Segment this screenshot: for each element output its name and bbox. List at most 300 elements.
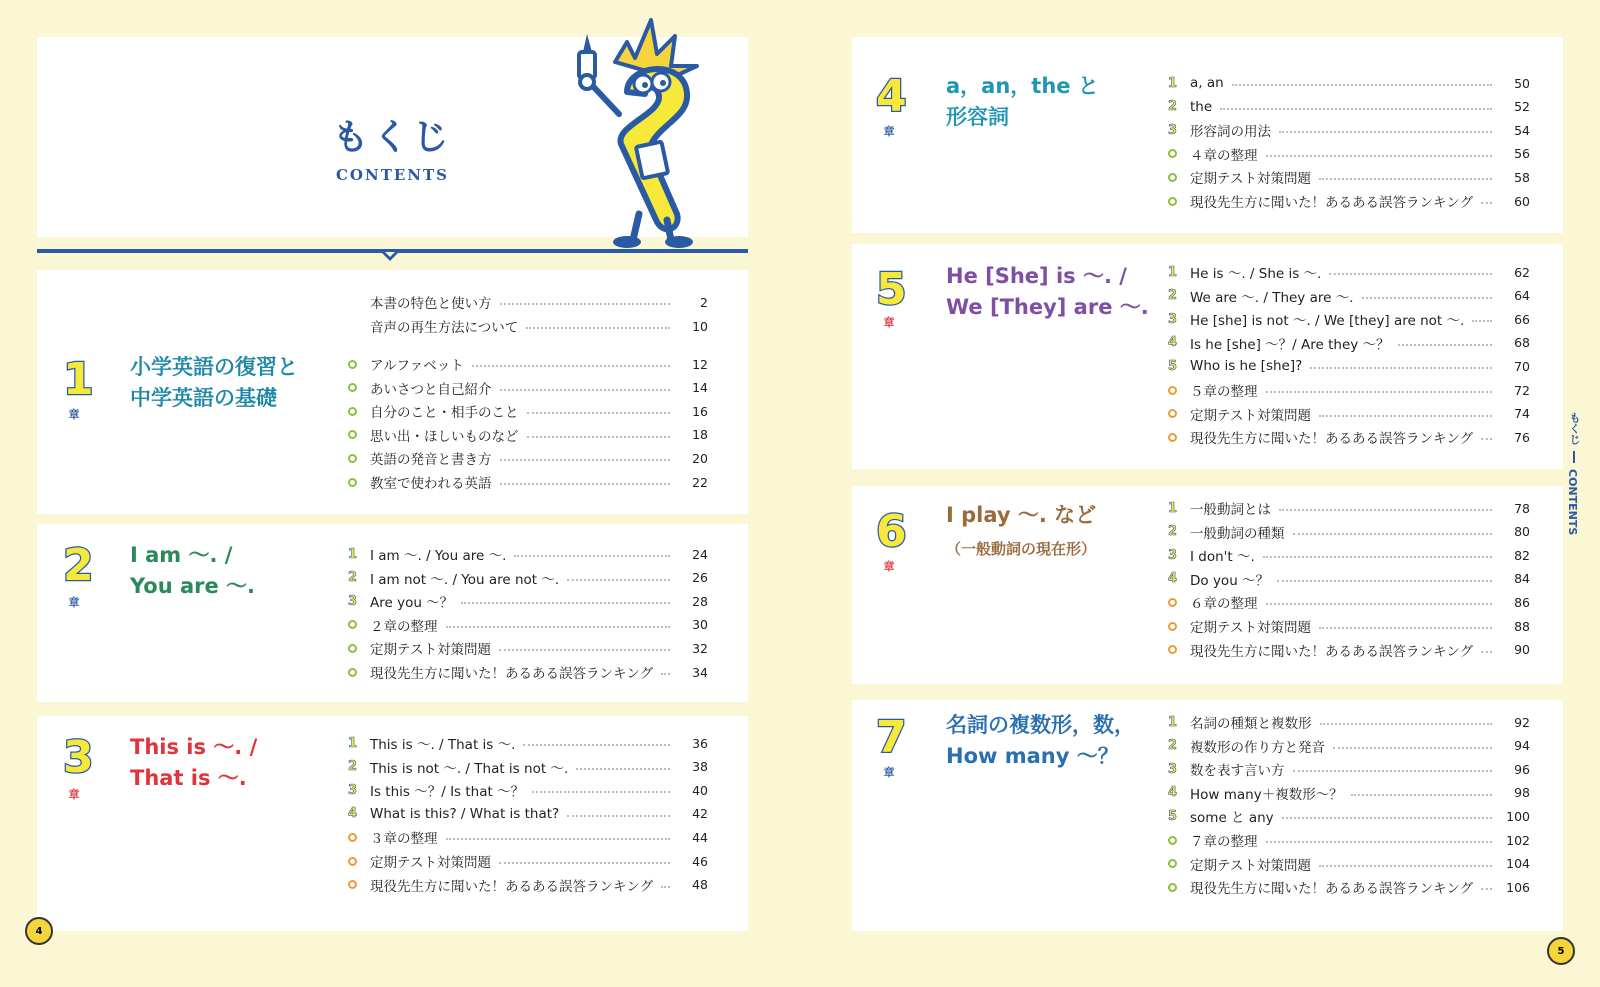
bullet-circle-icon <box>1168 173 1190 182</box>
toc-label: This is not ～. / That is not ～. <box>370 760 569 777</box>
toc-row[interactable] <box>348 849 708 873</box>
bullet-circle-icon <box>348 620 370 629</box>
page-number-right: 5 <box>1547 937 1575 965</box>
chapter-7-card <box>852 700 1563 931</box>
leader-dots <box>472 365 670 367</box>
bullet-circle-icon <box>1168 149 1190 158</box>
side-tab-en: CONTENTS <box>1566 469 1579 536</box>
toc-label: アルファベット <box>370 358 464 374</box>
chapter-title <box>946 710 1135 772</box>
toc-row[interactable] <box>1168 757 1530 781</box>
bullet-circle-icon <box>1168 197 1190 206</box>
chapter-label: 章 <box>883 766 895 779</box>
chapter-5-card <box>852 244 1563 469</box>
toc-label: あいさつと自己紹介 <box>370 381 492 398</box>
chapter-title <box>130 352 298 414</box>
item-number: 3 <box>1168 122 1178 138</box>
toc-page: 18 <box>692 427 708 443</box>
toc-label: Are you ～？ <box>370 595 454 612</box>
leader-dots <box>1319 415 1492 417</box>
chapter-3-card <box>37 716 748 931</box>
toc-label: 現役先生方に聞いた！あるある誤答ランキング <box>1190 431 1474 448</box>
leader-dots <box>1263 556 1492 558</box>
toc-page: 22 <box>692 474 708 490</box>
toc-label: 定期テスト対策問題 <box>370 855 491 871</box>
item-number: 3 <box>348 593 358 609</box>
chapter-number: 3 <box>63 732 94 783</box>
chapter-title-line: This is ～. / <box>130 735 258 759</box>
toc-page: 64 <box>1514 288 1530 304</box>
toc-page: 72 <box>1514 382 1530 398</box>
side-tab <box>1566 412 1582 572</box>
toc-row[interactable] <box>1168 260 1530 284</box>
toc-label: 現役先生方に聞いた！あるある誤答ランキング <box>1190 643 1474 660</box>
toc-row[interactable] <box>348 470 708 494</box>
leader-dots <box>500 303 671 305</box>
toc-label: the <box>1190 98 1213 115</box>
leader-dots <box>661 673 670 675</box>
chapter-title <box>946 261 1149 323</box>
leader-dots <box>1319 627 1492 629</box>
chapter-1-card <box>37 270 748 514</box>
chapter-title-line: a，an，the と <box>946 74 1099 98</box>
toc-row[interactable] <box>348 802 708 826</box>
toc-page: 82 <box>1514 547 1530 563</box>
chapter-2-card <box>37 524 748 702</box>
toc-page: 74 <box>1514 406 1530 422</box>
bullet-circle-icon <box>1168 433 1190 442</box>
toc-row[interactable] <box>1168 852 1530 876</box>
chapter-title-line: 形容詞 <box>946 105 1009 129</box>
toc-label: ６章の整理 <box>1190 596 1258 613</box>
toc-page: 94 <box>1514 738 1530 754</box>
toc-label: 一般動詞の種類 <box>1190 525 1285 542</box>
toc-page: 66 <box>1514 311 1530 327</box>
toc-page: 28 <box>692 593 708 609</box>
bullet-circle-icon <box>348 857 370 866</box>
toc-row[interactable] <box>1168 520 1530 544</box>
toc-row[interactable] <box>348 731 708 755</box>
leader-dots <box>1362 297 1492 299</box>
toc-row[interactable] <box>1168 567 1530 591</box>
leader-dots <box>500 483 671 485</box>
leader-dots <box>661 886 670 888</box>
item-number: 2 <box>1168 99 1178 115</box>
item-number: 2 <box>1168 738 1178 754</box>
toc-row[interactable] <box>348 825 708 849</box>
toc-label: I don't ～. <box>1190 549 1255 566</box>
chapter-title <box>130 732 257 794</box>
toc-row[interactable] <box>1168 875 1530 899</box>
leader-dots <box>1481 888 1492 890</box>
toc-label: 一般動詞とは <box>1190 502 1271 518</box>
leader-dots <box>514 555 670 557</box>
chapter-title-line: He [She] is ～. / <box>946 264 1127 288</box>
toc-page: 38 <box>692 759 708 775</box>
bullet-circle-icon <box>348 880 370 889</box>
toc-row[interactable] <box>1168 331 1530 355</box>
toc-label: 定期テスト対策問題 <box>1190 620 1311 636</box>
toc-page: 50 <box>1514 75 1530 91</box>
toc-label: Who is he [she]? <box>1190 358 1303 375</box>
toc-row[interactable] <box>348 566 708 590</box>
toc-row[interactable] <box>1168 590 1530 614</box>
leader-dots <box>446 626 671 628</box>
bullet-circle-icon <box>1168 859 1190 868</box>
toc-label: 形容詞の用法 <box>1190 124 1271 141</box>
toc-page: 10 <box>692 318 708 334</box>
toc-label: Is this ～？/ Is that ～？ <box>370 784 525 801</box>
toc-label: ２章の整理 <box>370 618 438 635</box>
item-number: 2 <box>348 759 358 775</box>
toc-label: 思い出・ほしいものなど <box>370 428 519 445</box>
bullet-circle-icon <box>1168 386 1190 395</box>
chapter-6-card <box>852 486 1563 684</box>
side-tab-jp: もくじ <box>1568 412 1581 445</box>
toc-row[interactable] <box>1168 378 1530 402</box>
toc-label: 教室で使われる英語 <box>370 476 492 492</box>
chapter-title-line: We [They] are ～. <box>946 295 1149 319</box>
toc-page: 44 <box>692 829 708 845</box>
item-number: 2 <box>348 570 358 586</box>
leader-dots <box>1293 770 1493 772</box>
leader-dots <box>499 649 670 651</box>
chapter-number: 1 <box>63 354 94 405</box>
toc-row[interactable] <box>1168 734 1530 758</box>
bullet-circle-icon <box>1168 645 1190 654</box>
toc-row[interactable] <box>1168 142 1530 166</box>
toc-label: 複数形の作り方と発音 <box>1190 739 1325 756</box>
toc-page: 12 <box>692 356 708 372</box>
toc-label: 定期テスト対策問題 <box>1190 857 1311 874</box>
toc-page: 58 <box>1514 169 1530 185</box>
leader-dots <box>1279 131 1492 133</box>
leader-dots <box>523 744 670 746</box>
chapter-title-line: That is ～. <box>130 766 247 790</box>
chapter-title-line: I am ～. / <box>130 543 233 567</box>
chapter-label: 章 <box>68 596 80 609</box>
toc-page: 42 <box>692 806 708 822</box>
chapter-title-line: 小学英語の復習と <box>130 355 298 379</box>
toc-row[interactable] <box>348 873 708 897</box>
toc-row[interactable] <box>348 542 708 566</box>
chapter-number: 7 <box>876 712 907 763</box>
toc-label: 英語の発音と書き方 <box>370 452 492 469</box>
toc-page: 76 <box>1514 429 1530 445</box>
leader-dots <box>461 602 670 604</box>
page-title: もくじ <box>332 117 453 158</box>
chapter-number: 2 <box>63 540 94 591</box>
toc-row[interactable] <box>1168 425 1530 449</box>
chapter-number: 6 <box>876 506 907 557</box>
toc-page: 24 <box>692 546 708 562</box>
leader-dots <box>1320 723 1493 725</box>
leader-dots <box>576 768 670 770</box>
toc-page: 46 <box>692 853 708 869</box>
leader-dots <box>499 862 670 864</box>
chapter-title-line: How many ～？ <box>946 744 1119 768</box>
toc-row[interactable] <box>348 352 708 376</box>
leader-dots <box>1266 155 1493 157</box>
toc-label: 現役先生方に聞いた！あるある誤答ランキング <box>1190 195 1474 211</box>
toc-row[interactable] <box>1168 710 1530 734</box>
toc-page: 98 <box>1514 785 1530 801</box>
chapter-title-line: 名詞の複数形，数， <box>946 713 1135 737</box>
item-number: 1 <box>1168 500 1178 516</box>
item-number: 5 <box>1168 358 1178 374</box>
leader-dots <box>1293 533 1493 535</box>
toc-page: 80 <box>1514 524 1530 540</box>
toc-page: 2 <box>700 294 708 310</box>
toc-page: 52 <box>1514 99 1530 115</box>
chevron-down-icon <box>381 252 399 270</box>
toc-label: 名詞の種類と複数形 <box>1190 716 1312 732</box>
item-number: 2 <box>1168 524 1178 540</box>
leader-dots <box>1333 747 1492 749</box>
leader-dots <box>1277 580 1492 582</box>
toc-page: 104 <box>1506 856 1530 872</box>
leader-dots <box>1481 202 1492 204</box>
toc-page: 92 <box>1514 714 1530 730</box>
toc-page: 30 <box>692 617 708 633</box>
toc-label: We are ～. / They are ～. <box>1190 289 1354 306</box>
toc-row[interactable] <box>1168 402 1530 426</box>
leader-dots <box>1282 817 1492 819</box>
toc-row[interactable] <box>348 613 708 637</box>
toc-row[interactable] <box>1168 496 1530 520</box>
toc-page: 90 <box>1514 642 1530 658</box>
toc-page: 36 <box>692 735 708 751</box>
bullet-circle-icon <box>348 833 370 842</box>
chapter-label: 章 <box>883 316 895 329</box>
toc-page: 54 <box>1514 122 1530 138</box>
leader-dots <box>1329 273 1492 275</box>
item-number: 1 <box>1168 75 1178 91</box>
leader-dots <box>1232 84 1492 86</box>
leader-dots <box>1220 108 1492 110</box>
toc-row[interactable] <box>348 589 708 613</box>
toc-row[interactable] <box>1168 804 1530 828</box>
toc-row[interactable] <box>348 423 708 447</box>
toc-label: a, an <box>1190 75 1224 91</box>
bullet-circle-icon <box>348 454 370 463</box>
toc-page: 26 <box>692 570 708 586</box>
bullet-circle-icon <box>1168 409 1190 418</box>
toc-row[interactable] <box>348 660 708 684</box>
toc-row[interactable] <box>348 446 708 470</box>
chapter-title <box>946 500 1096 531</box>
leader-dots <box>1481 651 1492 653</box>
toc-row[interactable] <box>1168 71 1530 95</box>
toc-label: ３章の整理 <box>370 831 438 848</box>
chapter-label: 章 <box>883 560 895 573</box>
toc-row[interactable] <box>1168 614 1530 638</box>
toc-row[interactable] <box>1168 781 1530 805</box>
leader-dots <box>1266 603 1493 605</box>
mascot-illustration <box>575 14 725 254</box>
toc-page: 14 <box>692 380 708 396</box>
leader-dots <box>526 327 670 329</box>
toc-page: 88 <box>1514 618 1530 634</box>
toc-label: 現役先生方に聞いた！あるある誤答ランキング <box>1190 881 1474 898</box>
bullet-circle-icon <box>348 360 370 369</box>
toc-page: 34 <box>692 664 708 680</box>
leader-dots <box>527 436 671 438</box>
chapter-label: 章 <box>883 125 895 138</box>
leader-dots <box>1266 841 1493 843</box>
leader-dots <box>567 579 670 581</box>
toc-page: 56 <box>1514 146 1530 162</box>
item-number: 4 <box>1168 335 1178 351</box>
toc-row[interactable] <box>370 290 708 314</box>
bullet-circle-icon <box>348 383 370 392</box>
toc-page: 40 <box>692 782 708 798</box>
toc-label: 定期テスト対策問題 <box>370 642 491 659</box>
toc-label: 定期テスト対策問題 <box>1190 407 1311 424</box>
toc-label: 数を表す言い方 <box>1190 763 1285 780</box>
toc-row[interactable] <box>1168 165 1530 189</box>
chapter-number: 4 <box>876 71 907 122</box>
toc-page: 86 <box>1514 594 1530 610</box>
leader-dots <box>1398 344 1492 346</box>
toc-page: 70 <box>1514 358 1530 374</box>
toc-label: Is he [she] ～？/ Are they ～？ <box>1190 336 1390 353</box>
leader-dots <box>527 412 671 414</box>
item-number: 1 <box>1168 714 1178 730</box>
item-number: 2 <box>1168 288 1178 304</box>
bullet-circle-icon <box>1168 622 1190 631</box>
toc-label: 音声の再生方法について <box>370 320 519 336</box>
toc-row[interactable] <box>348 399 708 423</box>
toc-label: some と any <box>1190 810 1274 827</box>
chapter-title-line: You are ～. <box>130 574 256 598</box>
toc-label: Do you ～？ <box>1190 572 1270 589</box>
toc-label: ４章の整理 <box>1190 147 1258 164</box>
toc-row[interactable] <box>1168 828 1530 852</box>
toc-label: He is ～. / She is ～. <box>1190 266 1322 282</box>
chapter-4-card <box>852 37 1563 233</box>
toc-label: I am ～. / You are ～. <box>370 548 507 564</box>
toc-label: 現役先生方に聞いた！あるある誤答ランキング <box>370 878 654 895</box>
toc-page: 62 <box>1514 264 1530 280</box>
leader-dots <box>1319 865 1492 867</box>
toc-row[interactable] <box>348 755 708 779</box>
chapter-title <box>946 71 1099 133</box>
toc-label: He [she] is not ～. / We [they] are not ～. <box>1190 313 1465 330</box>
item-number: 5 <box>1168 808 1178 824</box>
item-number: 1 <box>1168 264 1178 280</box>
leader-dots <box>567 815 670 817</box>
bullet-circle-icon <box>348 407 370 416</box>
toc-label: How many＋複数形～？ <box>1190 786 1343 803</box>
bullet-circle-icon <box>348 430 370 439</box>
chapter-title <box>130 540 255 602</box>
page-subtitle: CONTENTS <box>335 166 450 184</box>
chapter-label: 章 <box>68 788 80 801</box>
toc-page: 48 <box>692 877 708 893</box>
leader-dots <box>532 791 670 793</box>
toc-row[interactable] <box>1168 307 1530 331</box>
side-tab-separator <box>1573 451 1575 463</box>
leader-dots <box>1310 367 1492 369</box>
toc-label: What is this? / What is that? <box>370 805 560 822</box>
toc-row[interactable] <box>1168 95 1530 119</box>
item-number: 3 <box>1168 761 1178 777</box>
chapter-subtitle: （一般動詞の現在形） <box>946 540 1097 558</box>
item-number: 4 <box>348 806 358 822</box>
item-number: 4 <box>1168 785 1178 801</box>
toc-page: 60 <box>1514 193 1530 209</box>
toc-label: 定期テスト対策問題 <box>1190 171 1311 188</box>
page-number-left: 4 <box>25 917 53 945</box>
bullet-circle-icon <box>348 644 370 653</box>
toc-page: 102 <box>1506 832 1530 848</box>
item-number: 4 <box>1168 571 1178 587</box>
chapter-number: 5 <box>876 264 907 315</box>
toc-row[interactable] <box>348 778 708 802</box>
leader-dots <box>446 838 671 840</box>
leader-dots <box>500 389 671 391</box>
leader-dots <box>1279 509 1492 511</box>
toc-page: 100 <box>1506 808 1530 824</box>
chapter-title-line: 中学英語の基礎 <box>130 386 277 410</box>
leader-dots <box>1472 320 1492 322</box>
toc-page: 16 <box>692 403 708 419</box>
toc-page: 20 <box>692 450 708 466</box>
leader-dots <box>1266 391 1493 393</box>
bullet-circle-icon <box>348 668 370 677</box>
toc-row[interactable] <box>1168 638 1530 662</box>
toc-label: ７章の整理 <box>1190 834 1258 850</box>
toc-label: I am not ～. / You are not ～. <box>370 571 560 588</box>
toc-row[interactable] <box>348 376 708 400</box>
item-number: 3 <box>1168 311 1178 327</box>
item-number: 1 <box>348 735 358 751</box>
chapter-title-line: I play ～. など <box>946 503 1097 527</box>
chapter-label: 章 <box>68 408 80 421</box>
bullet-circle-icon <box>348 478 370 487</box>
leader-dots <box>1319 178 1492 180</box>
toc-page: 106 <box>1506 879 1530 895</box>
toc-row[interactable] <box>1168 118 1530 142</box>
toc-row[interactable] <box>348 636 708 660</box>
toc-row[interactable] <box>370 314 708 338</box>
toc-label: This is ～. / That is ～. <box>370 737 516 753</box>
toc-row[interactable] <box>1168 284 1530 308</box>
toc-page: 78 <box>1514 500 1530 516</box>
toc-row[interactable] <box>1168 543 1530 567</box>
bullet-circle-icon <box>1168 598 1190 607</box>
toc-page: 32 <box>692 640 708 656</box>
toc-label: 自分のこと・相手のこと <box>370 405 519 422</box>
toc-page: 96 <box>1514 761 1530 777</box>
item-number: 3 <box>1168 547 1178 563</box>
bullet-circle-icon <box>1168 836 1190 845</box>
toc-page: 68 <box>1514 335 1530 351</box>
toc-page: 84 <box>1514 571 1530 587</box>
toc-label: 現役先生方に聞いた！あるある誤答ランキング <box>370 666 654 682</box>
leader-dots <box>1481 438 1492 440</box>
leader-dots <box>1351 794 1492 796</box>
toc-label: 本書の特色と使い方 <box>370 296 492 312</box>
toc-row[interactable] <box>1168 189 1530 213</box>
item-number: 3 <box>348 782 358 798</box>
bullet-circle-icon <box>1168 883 1190 892</box>
toc-row[interactable] <box>1168 354 1530 378</box>
item-number: 1 <box>348 546 358 562</box>
leader-dots <box>500 459 671 461</box>
toc-label: ５章の整理 <box>1190 384 1258 400</box>
